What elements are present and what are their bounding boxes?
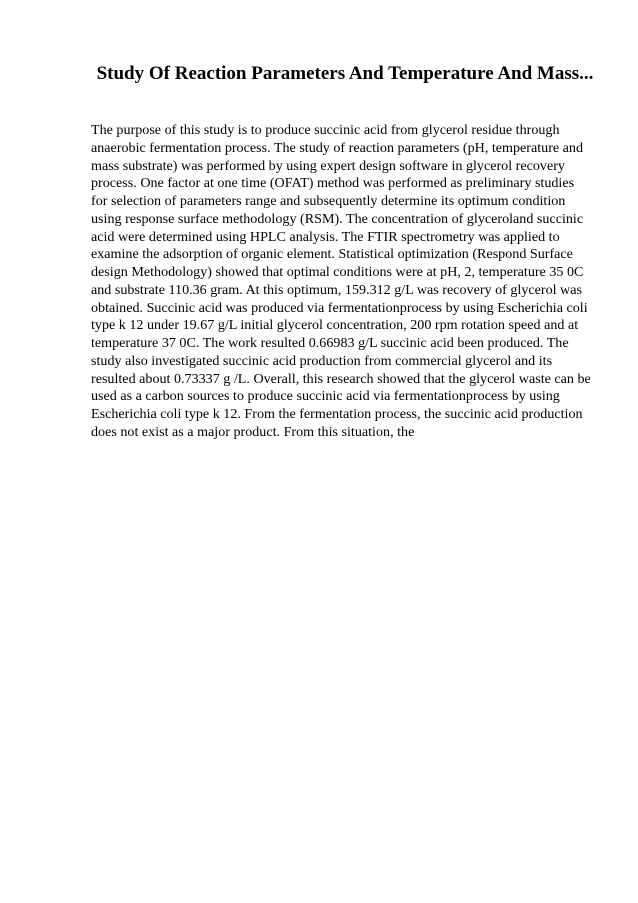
- document-body-paragraph: The purpose of this study is to produce succinic acid from glycerol residue through anaerobic fermentation process. The study of reaction parameters (pH, temperature and mass substrate) was performed by using expert design software in glycerol recovery process. One factor at one time (OFAT) method was performed as preliminary studies for selection of parameters range and subsequently determine its optimum condition using response surface methodology (RSM). The concentration of glyceroland succinic acid were determined using HPLC analysis. The FTIR spectrometry was applied to examine the adsorption of organic element. Statistical optimization (Respond Surface design Methodology) showed that optimal conditions were at pH, 2, temperature 35 0C and substrate 110.36 gram. At this optimum, 159.312 g/L was recovery of glycerol was obtained. Succinic acid was produced via fermentationprocess by using Escherichia coli type k 12 under 19.67 g/L initial glycerol concentration, 200 rpm rotation speed and at temperature 37 0C. The work resulted 0.66983 g/L succinic acid been produced. The study also investigated succinic acid production from commercial glycerol and its resulted about 0.73337 g /L. Overall, this research showed that the glycerol waste can be used as a carbon sources to produce succinic acid via fermentationprocess by using Escherichia coli type k 12. From the fermentation process, the succinic acid production does not exist as a major product. From this situation, the: [91, 122, 591, 440]
- document-title: Study Of Reaction Parameters And Temperature And Mass...: [96, 63, 594, 84]
